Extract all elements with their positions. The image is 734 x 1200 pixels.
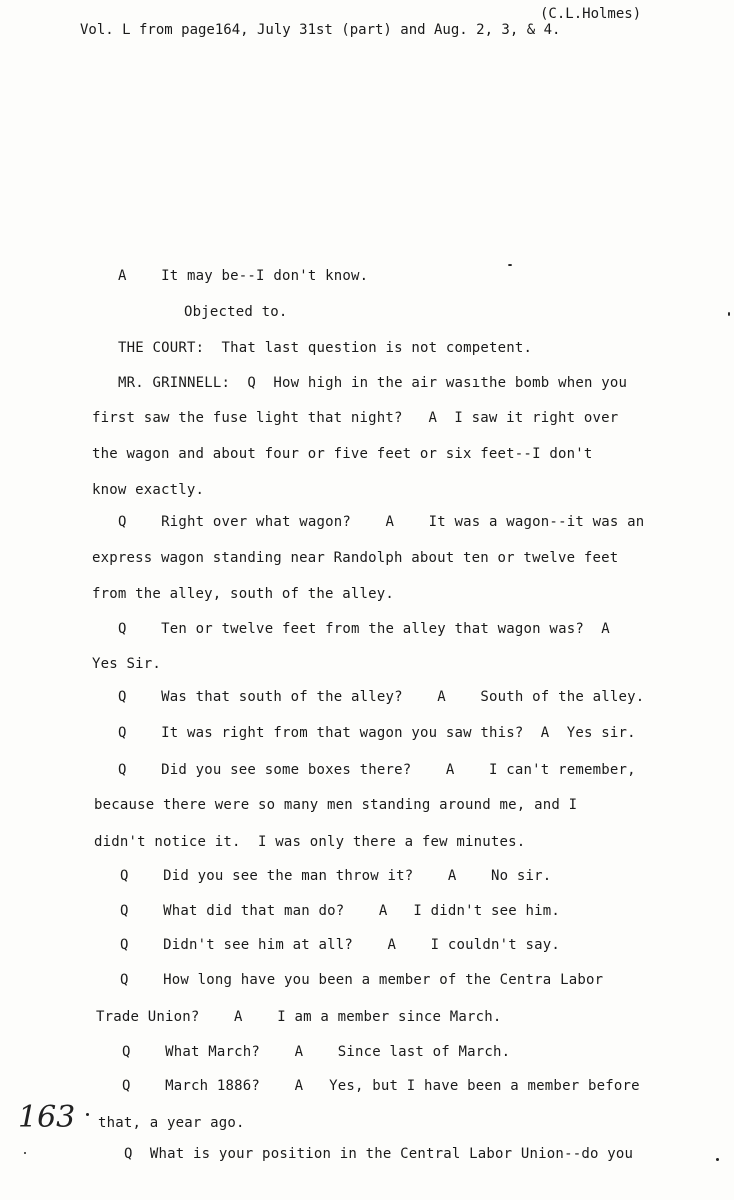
transcript-line: Q March 1886? A Yes, but I have been a member before <box>122 1078 640 1094</box>
transcript-line: Q Didn't see him at all? A I couldn't say. <box>120 937 561 953</box>
ink-speck <box>508 264 512 266</box>
transcript-line: didn't notice it. I was only there a few minutes. <box>94 834 526 850</box>
transcript-line: Q Right over what wagon? A It was a wagon--it was an <box>118 514 645 530</box>
transcript-line: MR. GRINNELL: Q How high in the air wasıthe bomb when you <box>118 375 628 391</box>
transcript-line: Q What March? A Since last of March. <box>122 1044 511 1060</box>
transcript-line: Q Was that south of the alley? A South of the alley. <box>118 689 645 705</box>
transcript-line: Q Did you see the man throw it? A No sir. <box>120 868 552 884</box>
transcript-line: that, a year ago. <box>98 1115 245 1131</box>
handwritten-page-number: 163 <box>18 1100 76 1135</box>
transcript-line: Q What is your position in the Central Labor Union--do you <box>124 1146 634 1162</box>
transcript-line: know exactly. <box>92 482 205 498</box>
transcript-line: A It may be--I don't know. <box>118 268 369 284</box>
ink-speck <box>24 1152 26 1154</box>
transcript-line: Q Ten or twelve feet from the alley that wagon was? A <box>118 621 610 637</box>
transcript-line: the wagon and about four or five feet or six feet--I don't <box>92 446 593 462</box>
transcript-line: first saw the fuse light that night? A I saw it right over <box>92 410 619 426</box>
transcript-line: Q Did you see some boxes there? A I can't remember, <box>118 762 636 778</box>
transcript-line: because there were so many men standing around me, and I <box>94 797 578 813</box>
ink-speck <box>716 1158 719 1161</box>
stenographer-note: (C.L.Holmes) <box>540 6 642 22</box>
transcript-line: Q How long have you been a member of the Centra Labor <box>120 972 604 988</box>
transcript-line: express wagon standing near Randolph about ten or twelve feet <box>92 550 619 566</box>
transcript-line: Yes Sir. <box>92 656 162 672</box>
transcript-line: THE COURT: That last question is not competent. <box>118 340 533 356</box>
ink-speck <box>86 1113 89 1116</box>
transcript-line: Q What did that man do? A I didn't see him. <box>120 903 561 919</box>
volume-heading: Vol. L from page164, July 31st (part) and Aug. 2, 3, & 4. <box>80 22 561 38</box>
transcript-line: from the alley, south of the alley. <box>92 586 395 602</box>
ink-speck <box>728 312 730 316</box>
transcript-line: Q It was right from that wagon you saw this? A Yes sir. <box>118 725 636 741</box>
transcript-line: Trade Union? A I am a member since March. <box>96 1009 502 1025</box>
transcript-line: Objected to. <box>184 304 288 320</box>
